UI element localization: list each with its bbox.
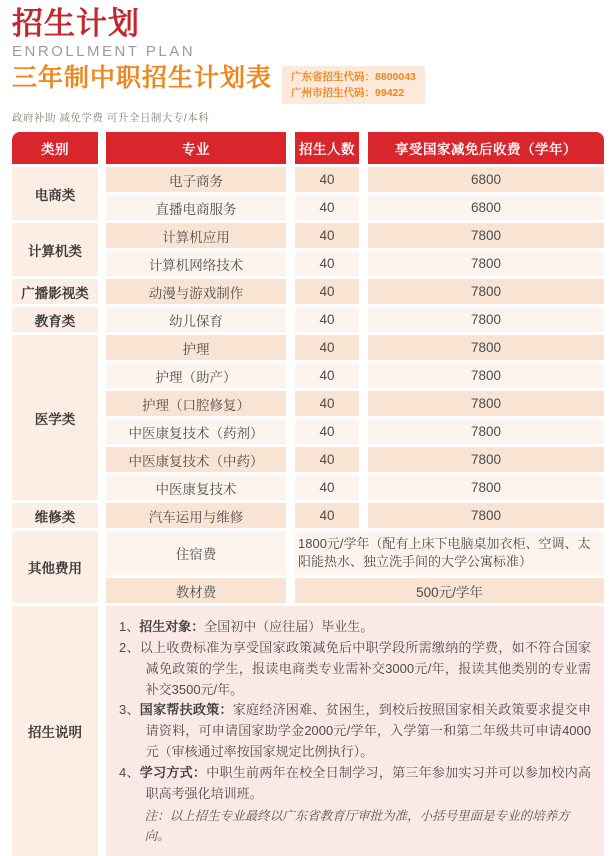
code-badge xyxy=(282,66,425,105)
fee-cell: 6800 xyxy=(368,167,604,192)
table-row xyxy=(106,475,604,500)
major-cell: 幼儿保育 xyxy=(106,307,286,332)
table-section xyxy=(12,279,604,304)
fee-cell: 7800 xyxy=(368,419,604,444)
category-cell: 维修类 xyxy=(12,503,98,528)
fee-cell: 6800 xyxy=(368,195,604,220)
column-header: 类别 xyxy=(12,132,98,164)
note-item xyxy=(119,617,591,638)
fee-cell: 7800 xyxy=(368,335,604,360)
section-rows xyxy=(106,307,604,332)
fee-cell: 7800 xyxy=(368,307,604,332)
category-cell: 招生说明 xyxy=(12,606,98,856)
major-cell: 直播电商服务 xyxy=(106,195,286,220)
fee-value-cell: 1800元/学年（配有上床下电脑桌加衣柜、空调、太阳能热水、独立洗手间的大学公寓标准） xyxy=(295,531,604,575)
notes-section xyxy=(12,606,604,856)
category-cell: 医学类 xyxy=(12,335,98,500)
note-number: 1、 xyxy=(119,619,140,635)
count-cell: 40 xyxy=(295,335,359,360)
note-number: 4、 xyxy=(119,764,140,780)
fee-cell: 7800 xyxy=(368,503,604,528)
table-section xyxy=(12,223,604,276)
column-header: 享受国家减免后收费（学年） xyxy=(368,132,604,164)
table-row xyxy=(106,167,604,192)
fee-row xyxy=(106,578,604,603)
major-cell: 护理（口腔修复） xyxy=(106,391,286,416)
table-section xyxy=(12,335,604,500)
major-cell: 汽车运用与维修 xyxy=(106,503,286,528)
count-cell: 40 xyxy=(295,223,359,248)
count-cell: 40 xyxy=(295,419,359,444)
category-cell: 广播影视类 xyxy=(12,279,98,304)
fee-name-cell: 住宿费 xyxy=(106,531,286,575)
table-row xyxy=(106,335,604,360)
note-label: 招生对象： xyxy=(139,619,205,635)
plan-table-body xyxy=(12,167,604,856)
section-rows xyxy=(106,279,604,304)
count-cell: 40 xyxy=(295,363,359,388)
note-item xyxy=(119,638,591,700)
major-cell: 计算机网络技术 xyxy=(106,251,286,276)
footnote: 注：以上招生专业最终以广东省教育厅审批为准，小括号里面是专业的培养方向。 xyxy=(144,808,570,844)
table-header-row xyxy=(12,132,604,164)
table-row xyxy=(106,419,604,444)
count-cell: 40 xyxy=(295,447,359,472)
table-row xyxy=(106,363,604,388)
tagline: 政府补助 减免学费 可升全日制大专/本科 xyxy=(12,112,210,125)
page-title: 招生计划 xyxy=(12,6,140,41)
table-section xyxy=(12,503,604,528)
note-text: 以上收费标准为享受国家政策减免后中职学段所需缴纳的学费，如不符合国家减免政策的学生，报读电商类专业需补交3000元/年，报读其他类别的专业需补交3500元/年。 xyxy=(139,639,591,697)
major-cell: 中医康复技术 xyxy=(106,475,286,500)
count-cell: 40 xyxy=(295,503,359,528)
major-cell: 护理（助产） xyxy=(106,363,286,388)
fee-cell: 7800 xyxy=(368,279,604,304)
note-item xyxy=(119,700,591,762)
note-label: 学习方式： xyxy=(139,764,207,780)
column-header: 专业 xyxy=(106,132,286,164)
plan-table xyxy=(12,132,604,856)
section-rows xyxy=(106,335,604,500)
table-row xyxy=(106,279,604,304)
count-cell: 40 xyxy=(295,195,359,220)
note-text: 全国初中（应往届）毕业生。 xyxy=(204,619,374,635)
note-label: 国家帮扶政策： xyxy=(139,702,233,718)
notes-body xyxy=(106,606,604,856)
fee-cell: 7800 xyxy=(368,391,604,416)
section-rows xyxy=(106,167,604,220)
table-title: 三年制中职招生计划表 xyxy=(12,63,273,92)
count-cell: 40 xyxy=(295,391,359,416)
major-cell: 动漫与游戏制作 xyxy=(106,279,286,304)
table-row xyxy=(106,251,604,276)
fee-name-cell: 教材费 xyxy=(106,578,286,603)
table-row xyxy=(106,447,604,472)
count-cell: 40 xyxy=(295,251,359,276)
fee-row xyxy=(106,531,604,575)
fee-cell: 7800 xyxy=(368,363,604,388)
note-number: 2、 xyxy=(119,639,140,655)
section-rows xyxy=(106,503,604,528)
major-cell: 护理 xyxy=(106,335,286,360)
table-title-bar xyxy=(12,63,604,105)
major-cell: 中医康复技术（中药） xyxy=(106,447,286,472)
category-cell: 计算机类 xyxy=(12,223,98,276)
count-cell: 40 xyxy=(295,167,359,192)
section-rows xyxy=(106,531,604,603)
count-cell: 40 xyxy=(295,279,359,304)
fee-cell: 7800 xyxy=(368,447,604,472)
table-row xyxy=(106,503,604,528)
fee-cell: 7800 xyxy=(368,475,604,500)
fee-cell: 7800 xyxy=(368,223,604,248)
count-cell: 40 xyxy=(295,475,359,500)
table-row xyxy=(106,391,604,416)
fee-value-cell: 500元/学年 xyxy=(295,578,604,603)
note-number: 3、 xyxy=(119,702,140,718)
fees-section xyxy=(12,531,604,603)
note-text: 家庭经济困难、贫困生，到校后按照国家相关政策要求提交申请资料，可申请国家助学金2000元/学年，入学第一和第二年级共可申请4000元（审核通过率按国家规定比例执行）。 xyxy=(145,702,591,759)
province-code: 广东省招生代码：8800043 xyxy=(291,70,416,83)
count-cell: 40 xyxy=(295,307,359,332)
table-row xyxy=(106,307,604,332)
major-cell: 中医康复技术（药剂） xyxy=(106,419,286,444)
table-section xyxy=(12,167,604,220)
table-row xyxy=(106,195,604,220)
major-cell: 电子商务 xyxy=(106,167,286,192)
fee-cell: 7800 xyxy=(368,251,604,276)
section-rows xyxy=(106,223,604,276)
column-header: 招生人数 xyxy=(295,132,359,164)
category-cell: 其他费用 xyxy=(12,531,98,603)
city-code: 广州市招生代码：99422 xyxy=(291,86,405,99)
note-text: 中职生前两年在校全日制学习，第三年参加实习并可以参加校内高职高考强化培训班。 xyxy=(145,764,591,801)
table-section xyxy=(12,307,604,332)
note-item xyxy=(119,763,591,805)
category-cell: 电商类 xyxy=(12,167,98,220)
major-cell: 计算机应用 xyxy=(106,223,286,248)
page-subtitle: ENROLLMENT PLAN xyxy=(12,42,196,60)
category-cell: 教育类 xyxy=(12,307,98,332)
table-row xyxy=(106,223,604,248)
